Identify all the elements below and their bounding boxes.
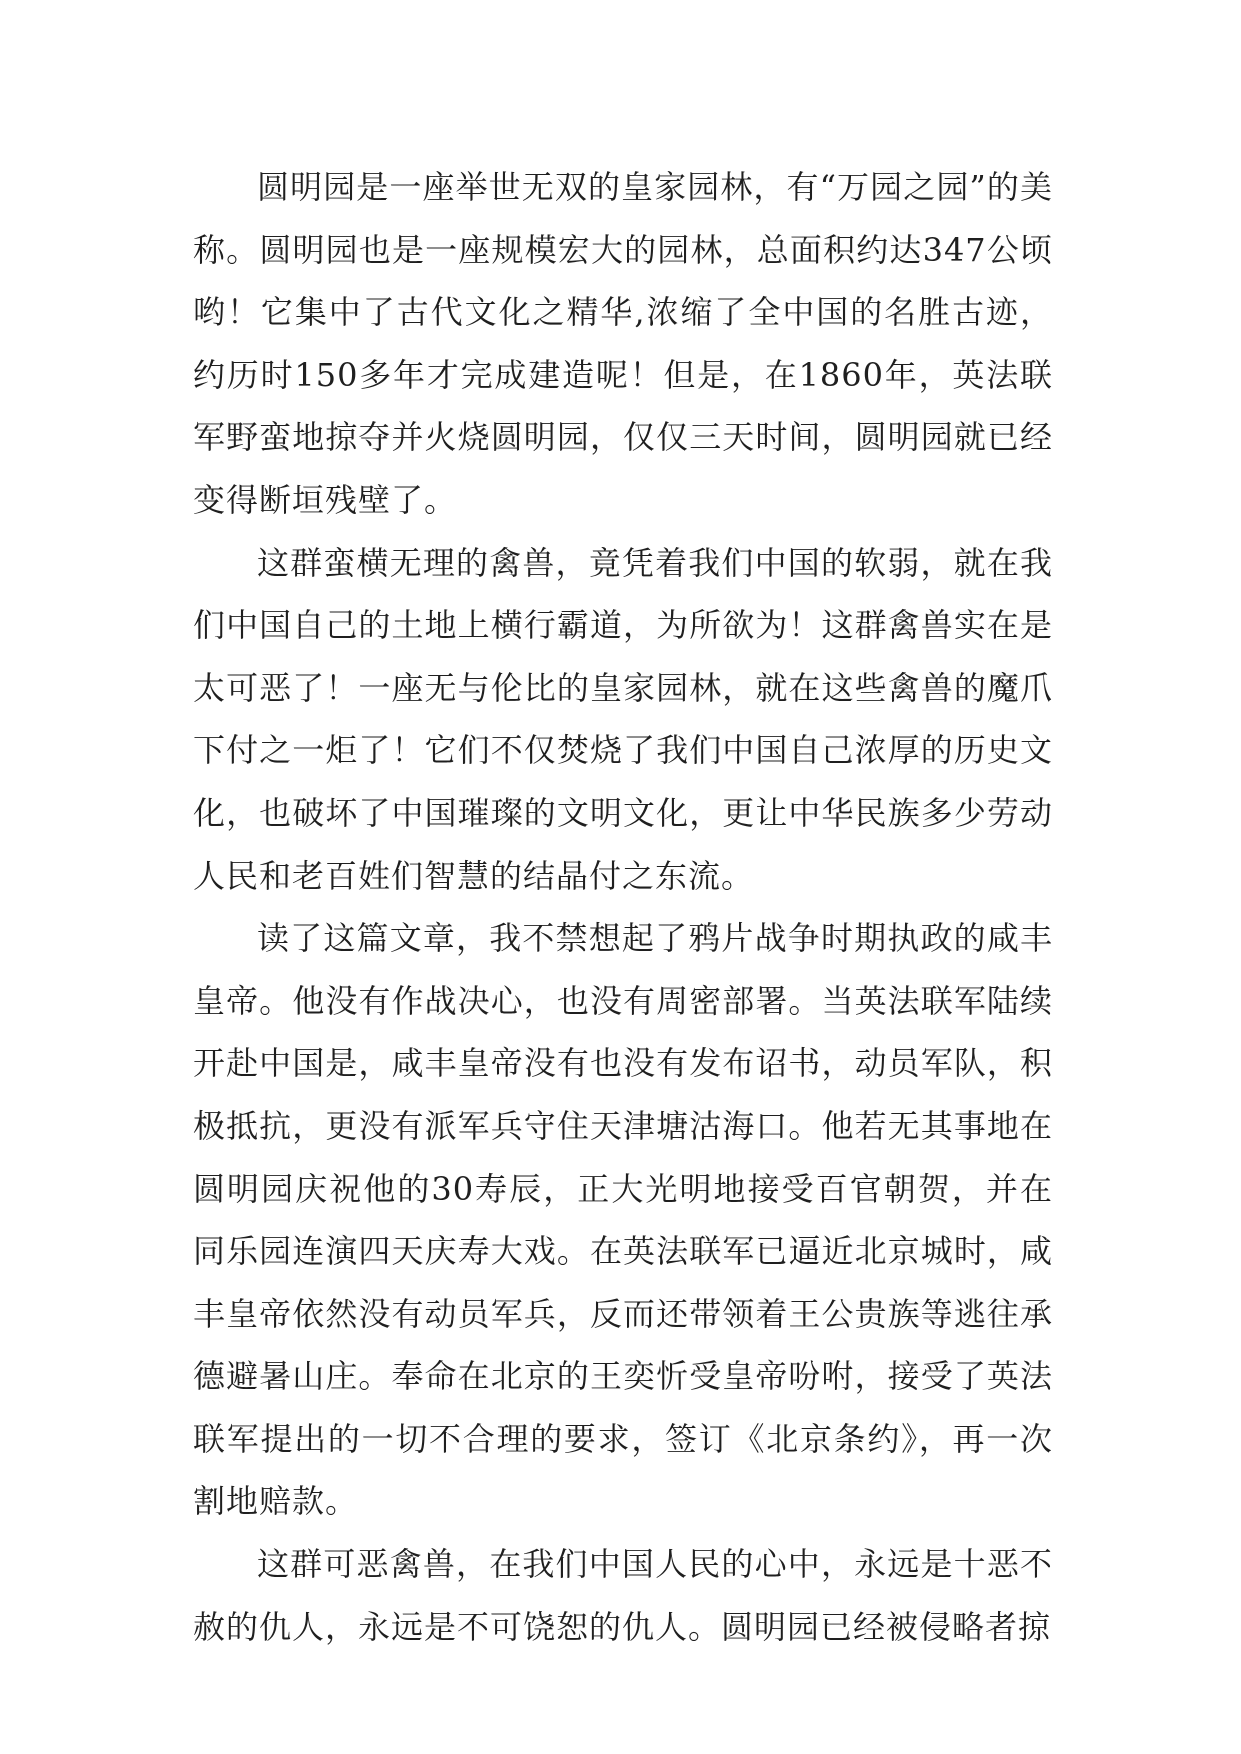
- paragraph-3: 读了这篇文章，我不禁想起了鸦片战争时期执政的咸丰皇帝。他没有作战决心，也没有周密部署。当英法联军陆续开赴中国是，咸丰皇帝没有也没有发布诏书，动员军队，积极抵抗，更没有派军兵守住天津塘沽海口。他若无其事地在圆明园庆祝他的30寿辰，正大光明地接受百官朝贺，并在同乐园连演四天庆寿大戏。在英法联军已逼近北京城时，咸丰皇帝依然没有动员军兵，反而还带领着王公贵族等逃往承德避暑山庄。奉命在北京的王奕忻受皇帝吩咐，接受了英法联军提出的一切不合理的要求，签订《北京条约》，再一次割地赔款。: [193, 919, 1053, 1521]
- article-body: [193, 156, 1053, 1658]
- paragraph-1: 圆明园是一座举世无双的皇家园林，有“万园之园”的美称。圆明园也是一座规模宏大的园林，总面积约达347公顷哟！它集中了古代文化之精华,浓缩了全中国的名胜古迹，约历时150多年才完成建造呢！但是，在1860年，英法联军野蛮地掠夺并火烧圆明园，仅仅三天时间，圆明园就已经变得断垣残壁了。: [193, 168, 1053, 519]
- paragraph-2: 这群蛮横无理的禽兽，竟凭着我们中国的软弱，就在我们中国自己的土地上横行霸道，为所欲为！这群禽兽实在是太可恶了！一座无与伦比的皇家园林，就在这些禽兽的魔爪下付之一炬了！它们不仅焚烧了我们中国自己浓厚的历史文化，也破坏了中国璀璨的文明文化，更让中华民族多少劳动人民和老百姓们智慧的结晶付之东流。: [193, 543, 1053, 895]
- paragraph-4: 这群可恶禽兽，在我们中国人民的心中，永远是十恶不赦的仇人，永远是不可饶恕的仇人。圆明园已经被侵略者掠: [193, 1545, 1053, 1646]
